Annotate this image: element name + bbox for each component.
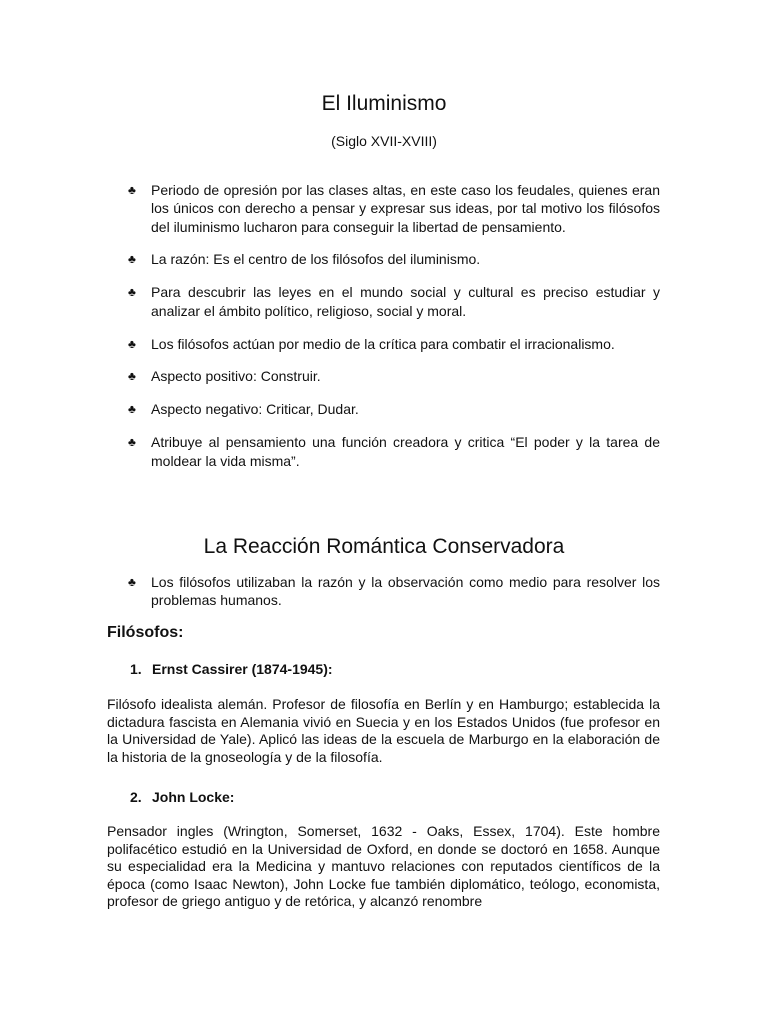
list-item-text: Los filósofos actúan por medio de la crítica para combatir el irracionalismo. [151,335,615,352]
list-item-text: Periodo de opresión por las clases altas, en este caso los feudales, quienes eran los únicos con derecho a pensar y expresar sus ideas, por tal motivo los filósofos del iluminismo lucharon para conseguir la libertad de pensamiento. [151,182,660,235]
club-bullet-icon: ♣ [128,183,136,197]
philosopher-name: Ernst Cassirer (1874-1945): [152,661,333,677]
page-subtitle: (Siglo XVII-XVIII) [331,133,437,149]
club-bullet-icon: ♣ [128,435,136,450]
list-item-text: La razón: Es el centro de los filósofos del iluminismo. [151,251,481,268]
club-bullet-icon: ♣ [128,575,136,589]
philosopher-heading-cassirer [130,660,333,678]
list-item-text: Aspecto negativo: Criticar, Dudar. [151,401,359,418]
reaccion-bullet-list [128,573,660,624]
page-title: El Iluminismo [321,92,447,115]
philosopher-paragraph-locke: Pensador ingles (Wrington, Somerset, 1632 - Oaks, Essex, 1704). Este hombre polifacético estudió en la Universidad de Oxford, en donde se doctoró en 1658. Aunque su especialidad era la Medicina y mantuvo relaciones con reputados científicos de la época (como Isaac Newton), John Locke fue también diplomático, teólogo, economista, profesor de griego antiguo y de retórica, y alcanzó renombre [107,823,660,909]
list-item [128,433,660,470]
list-item-text: Los filósofos utilizaban la razón y la observación como medio para resolver los problemas humanos. [151,574,660,609]
club-bullet-icon: ♣ [128,402,136,417]
list-item [128,283,660,320]
list-item-text: Para descubrir las leyes en el mundo social y cultural es preciso estudiar y analizar el ámbito político, religioso, social y moral. [151,284,660,319]
list-number: 1. [130,661,142,677]
club-bullet-icon: ♣ [128,285,136,300]
club-bullet-icon: ♣ [128,369,136,384]
philosopher-name: John Locke: [152,789,235,805]
section-title-reaccion: La Reacción Romántica Conservadora [203,535,565,558]
philosopher-heading-locke [130,788,234,806]
list-item [128,250,660,268]
list-item [128,367,660,385]
list-item [128,573,660,610]
philosopher-paragraph-cassirer: Filósofo idealista alemán. Profesor de filosofía en Berlín y en Hamburgo; establecida la dictadura fascista en Alemania vivió en Suecia y en los Estados Unidos (fue profesor en la Universidad de Yale). Aplicó las ideas de la escuela de Marburgo en la elaboración de la historia de la gnoseología y de la filosofía. [107,696,660,765]
iluminismo-bullet-list [128,181,660,484]
club-bullet-icon: ♣ [128,336,136,351]
filosofos-heading: Filósofos: [107,624,184,641]
club-bullet-icon: ♣ [128,252,136,267]
list-item-text: Aspecto positivo: Construir. [151,368,321,385]
list-item [128,400,660,418]
list-item [128,335,660,353]
list-item [128,181,660,236]
list-item-text: Atribuye al pensamiento una función creadora y critica “El poder y la tarea de moldear la vida misma”. [151,434,660,469]
list-number: 2. [130,789,142,805]
